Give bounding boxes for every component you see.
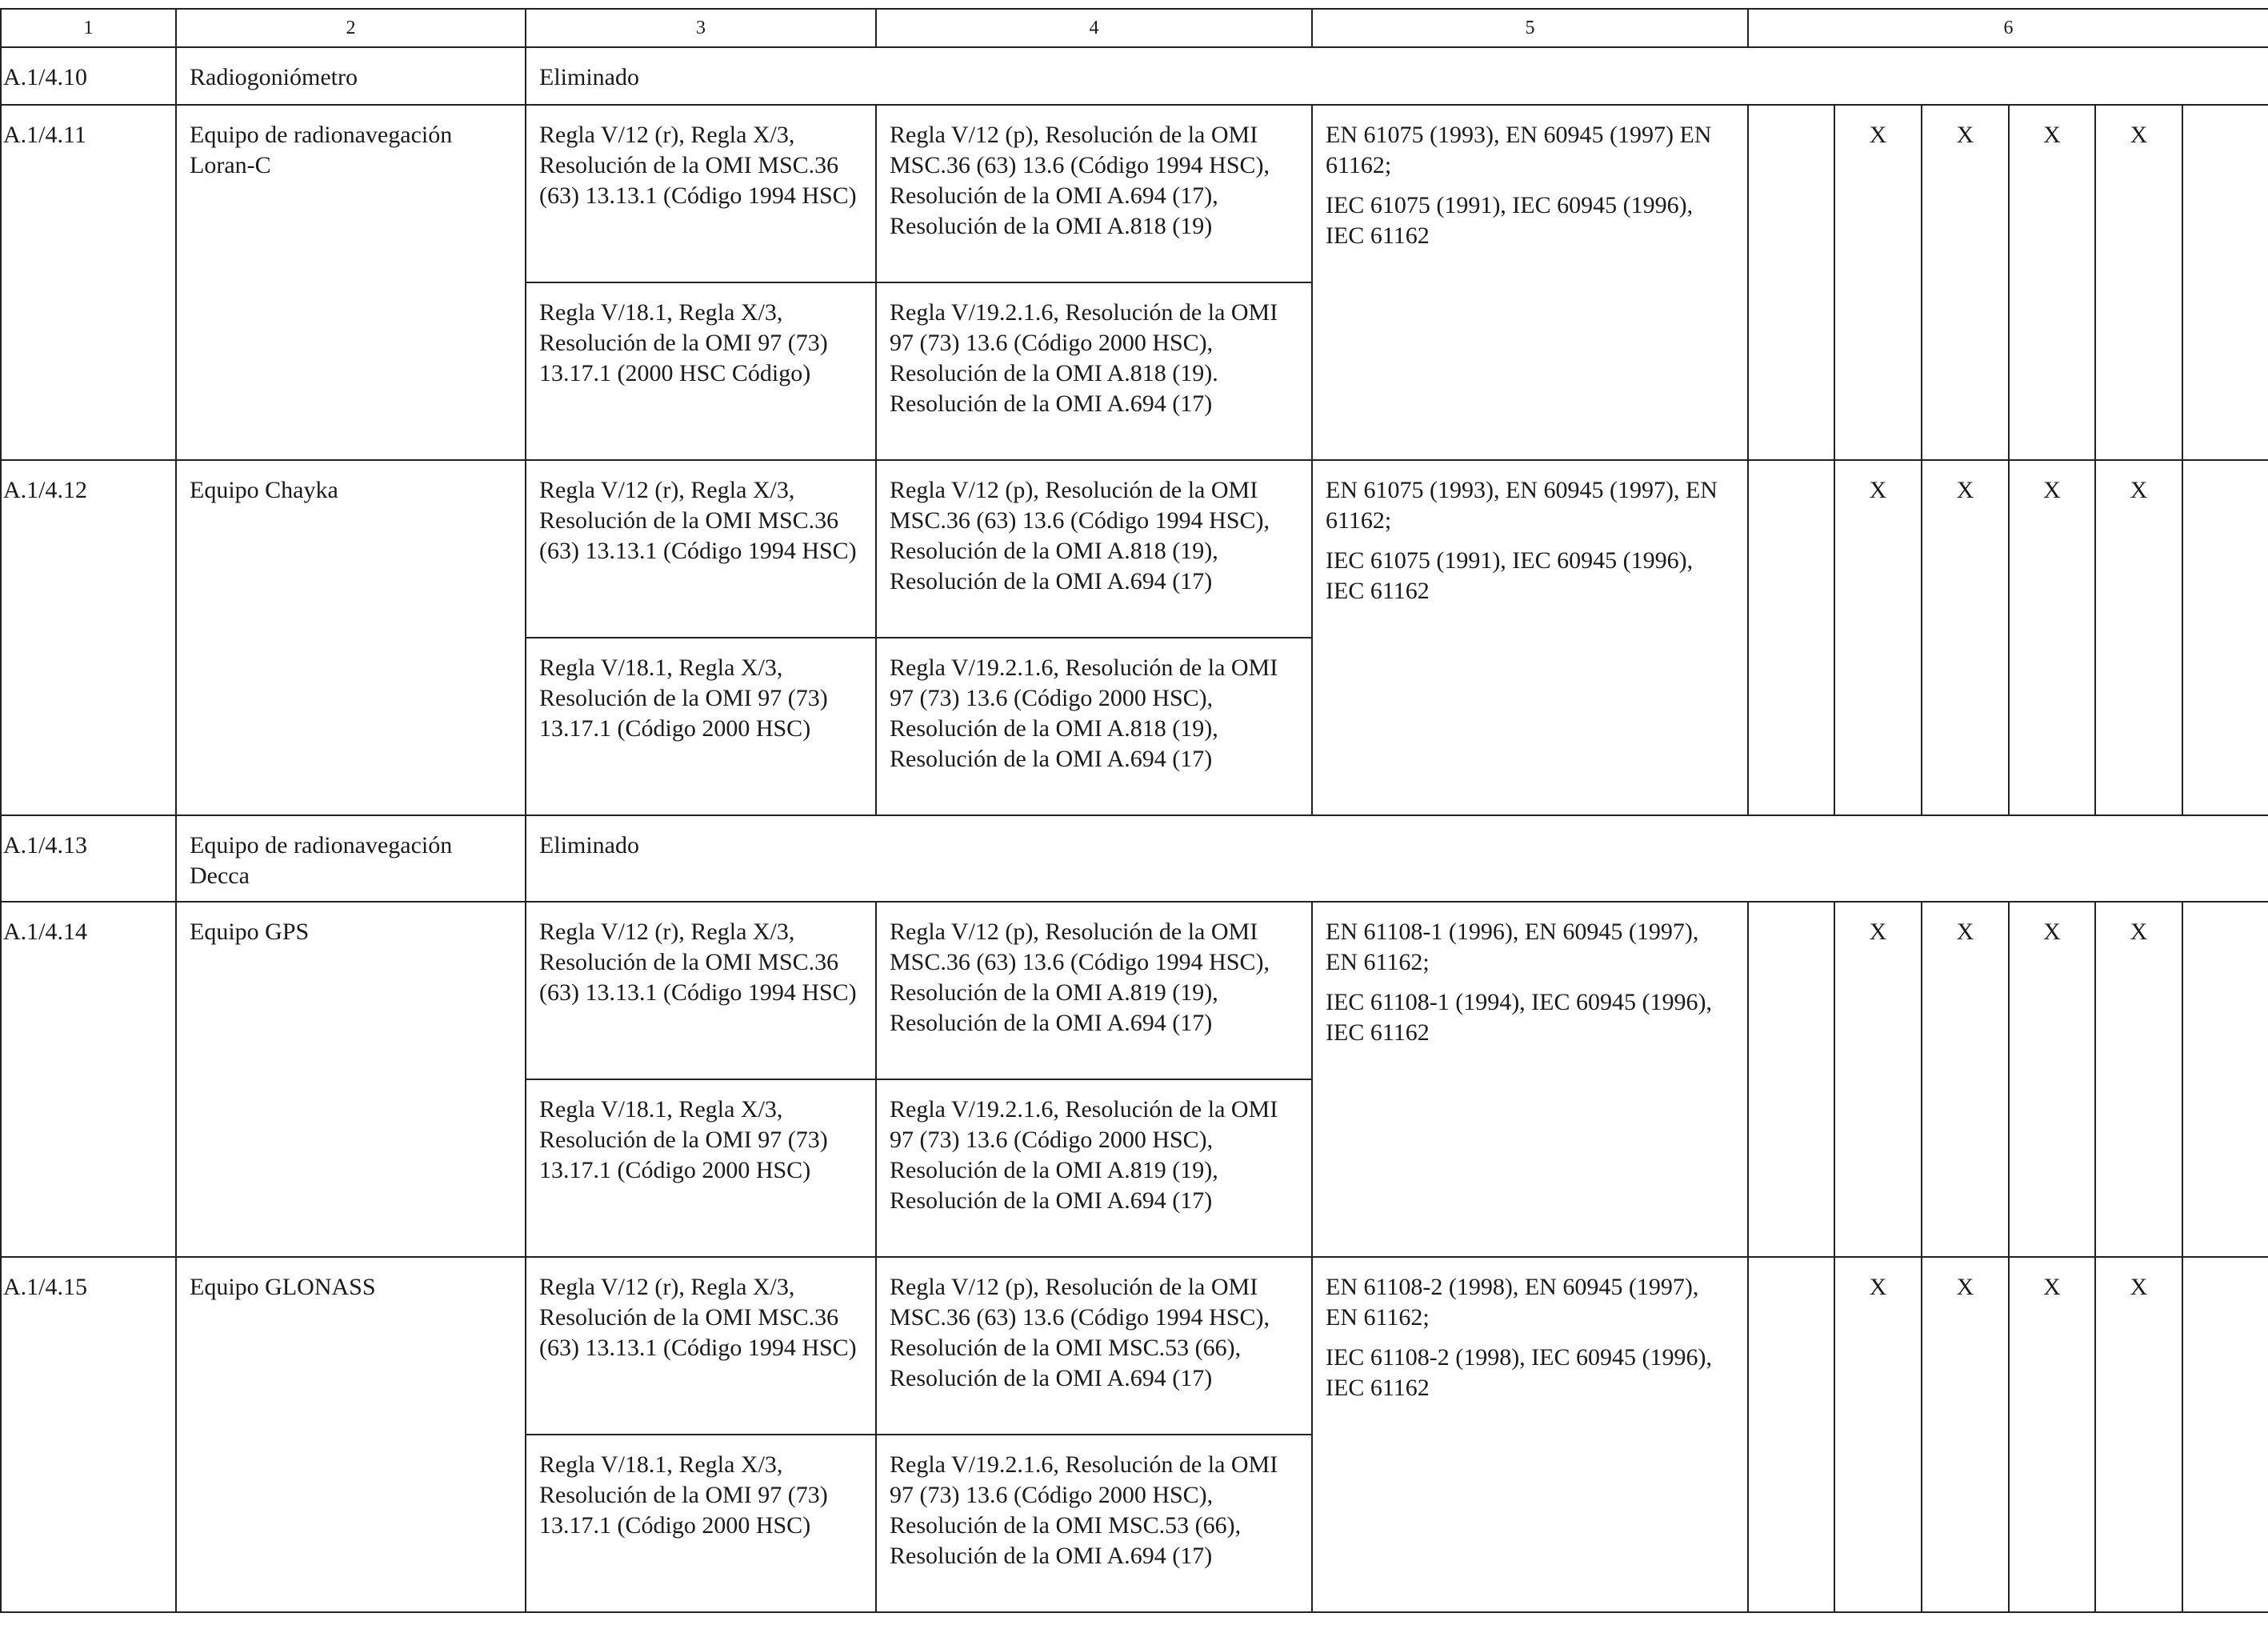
item-code: A.1/4.15 <box>1 1257 176 1612</box>
standards-en: EN 61108-2 (1998), EN 60945 (1997), EN 61162; <box>1326 1274 1699 1331</box>
header-col-1: 1 <box>1 9 176 47</box>
regulation-cell: Regla V/12 (r), Regla X/3, Resolución de la OMI MSC.36 (63) 13.13.1 (Código 1994 HSC) <box>526 105 876 282</box>
header-col-3: 3 <box>526 9 876 47</box>
regulation-cell: Regla V/18.1, Regla X/3, Resolución de la OMI 97 (73) 13.17.1 (Código 2000 HSC) <box>526 1079 876 1257</box>
module-cell <box>2182 1257 2268 1612</box>
module-mark: X <box>2009 1257 2095 1612</box>
standards-iec: IEC 61108-1 (1994), IEC 60945 (1996), IEC 61162 <box>1326 989 1712 1046</box>
item-name: Radiogoniómetro <box>176 47 526 105</box>
regulation-cell: Regla V/18.1, Regla X/3, Resolución de la OMI 97 (73) 13.17.1 (Código 2000 HSC) <box>526 1435 876 1612</box>
item-status: Eliminado <box>526 815 2268 902</box>
header-row <box>1 9 2268 47</box>
regulation-cell: Regla V/12 (r), Regla X/3, Resolución de la OMI MSC.36 (63) 13.13.1 (Código 1994 HSC) <box>526 460 876 638</box>
module-mark: X <box>1834 105 1922 460</box>
module-mark: X <box>1922 105 2009 460</box>
module-mark: X <box>1922 902 2009 1257</box>
standards-iec: IEC 61108-2 (1998), IEC 60945 (1996), IEC 61162 <box>1326 1344 1712 1401</box>
item-status: Eliminado <box>526 47 2268 105</box>
resolution-cell: Regla V/12 (p), Resolución de la OMI MSC.36 (63) 13.6 (Código 1994 HSC), Resolución de la OMI A.694 (17), Resolución de la OMI A.818 (19) <box>876 105 1312 282</box>
standards-iec: IEC 61075 (1991), IEC 60945 (1996), IEC 61162 <box>1326 192 1694 249</box>
table-row <box>1 1257 2268 1435</box>
standards-cell <box>1312 1257 1748 1612</box>
module-mark: X <box>2095 1257 2182 1612</box>
module-mark: X <box>1834 1257 1922 1612</box>
standards-en: EN 61075 (1993), EN 60945 (1997), EN 61162; <box>1326 477 1718 534</box>
standards-cell <box>1312 460 1748 815</box>
module-cell <box>2182 460 2268 815</box>
item-name: Equipo de radionavegación Decca <box>176 815 526 902</box>
resolution-cell: Regla V/12 (p), Resolución de la OMI MSC.36 (63) 13.6 (Código 1994 HSC), Resolución de la OMI A.819 (19), Resolución de la OMI A.694 (17) <box>876 902 1312 1079</box>
module-cell <box>1748 1257 1834 1612</box>
item-code: A.1/4.14 <box>1 902 176 1257</box>
header-col-4: 4 <box>876 9 1312 47</box>
table-row <box>1 902 2268 1079</box>
table-row <box>1 47 2268 105</box>
standards-en: EN 61108-1 (1996), EN 60945 (1997), EN 61162; <box>1326 919 1699 975</box>
header-col-6: 6 <box>1748 9 2268 47</box>
resolution-cell: Regla V/19.2.1.6, Resolución de la OMI 97 (73) 13.6 (Código 2000 HSC), Resolución de la OMI A.818 (19). Resolución de la OMI A.694 (17) <box>876 282 1312 460</box>
header-col-2: 2 <box>176 9 526 47</box>
equipment-table <box>0 8 2268 1613</box>
resolution-cell: Regla V/12 (p), Resolución de la OMI MSC.36 (63) 13.6 (Código 1994 HSC), Resolución de la OMI A.818 (19), Resolución de la OMI A.694 (17) <box>876 460 1312 638</box>
module-cell <box>1748 105 1834 460</box>
table-row <box>1 460 2268 638</box>
item-name: Equipo GLONASS <box>176 1257 526 1612</box>
standards-iec: IEC 61075 (1991), IEC 60945 (1996), IEC 61162 <box>1326 547 1694 604</box>
module-mark: X <box>1834 902 1922 1257</box>
regulation-cell: Regla V/12 (r), Regla X/3, Resolución de la OMI MSC.36 (63) 13.13.1 (Código 1994 HSC) <box>526 1257 876 1435</box>
module-mark: X <box>2095 105 2182 460</box>
module-mark: X <box>1922 1257 2009 1612</box>
item-code: A.1/4.13 <box>1 815 176 902</box>
resolution-cell: Regla V/19.2.1.6, Resolución de la OMI 97 (73) 13.6 (Código 2000 HSC), Resolución de la OMI A.818 (19), Resolución de la OMI A.694 (17) <box>876 638 1312 815</box>
item-code: A.1/4.11 <box>1 105 176 460</box>
regulation-cell: Regla V/18.1, Regla X/3, Resolución de la OMI 97 (73) 13.17.1 (Código 2000 HSC) <box>526 638 876 815</box>
module-mark: X <box>2009 460 2095 815</box>
module-cell <box>2182 902 2268 1257</box>
module-mark: X <box>1834 460 1922 815</box>
module-cell <box>1748 460 1834 815</box>
table-row <box>1 105 2268 282</box>
item-name: Equipo de radionavegación Loran-C <box>176 105 526 460</box>
item-code: A.1/4.10 <box>1 47 176 105</box>
module-mark: X <box>2095 460 2182 815</box>
standards-cell <box>1312 105 1748 460</box>
item-code: A.1/4.12 <box>1 460 176 815</box>
module-cell <box>2182 105 2268 460</box>
regulation-cell: Regla V/12 (r), Regla X/3, Resolución de la OMI MSC.36 (63) 13.13.1 (Código 1994 HSC) <box>526 902 876 1079</box>
regulation-cell: Regla V/18.1, Regla X/3, Resolución de la OMI 97 (73) 13.17.1 (2000 HSC Código) <box>526 282 876 460</box>
standards-en: EN 61075 (1993), EN 60945 (1997) EN 61162; <box>1326 122 1712 178</box>
module-mark: X <box>2095 902 2182 1257</box>
module-mark: X <box>1922 460 2009 815</box>
module-cell <box>1748 902 1834 1257</box>
resolution-cell: Regla V/12 (p), Resolución de la OMI MSC.36 (63) 13.6 (Código 1994 HSC), Resolución de la OMI MSC.53 (66), Resolución de la OMI A.694 (17) <box>876 1257 1312 1435</box>
standards-cell <box>1312 902 1748 1257</box>
resolution-cell: Regla V/19.2.1.6, Resolución de la OMI 97 (73) 13.6 (Código 2000 HSC), Resolución de la OMI MSC.53 (66), Resolución de la OMI A.694 (17) <box>876 1435 1312 1612</box>
table-row <box>1 815 2268 902</box>
resolution-cell: Regla V/19.2.1.6, Resolución de la OMI 97 (73) 13.6 (Código 2000 HSC), Resolución de la OMI A.819 (19), Resolución de la OMI A.694 (17) <box>876 1079 1312 1257</box>
module-mark: X <box>2009 902 2095 1257</box>
item-name: Equipo Chayka <box>176 460 526 815</box>
item-name: Equipo GPS <box>176 902 526 1257</box>
header-col-5: 5 <box>1312 9 1748 47</box>
module-mark: X <box>2009 105 2095 460</box>
